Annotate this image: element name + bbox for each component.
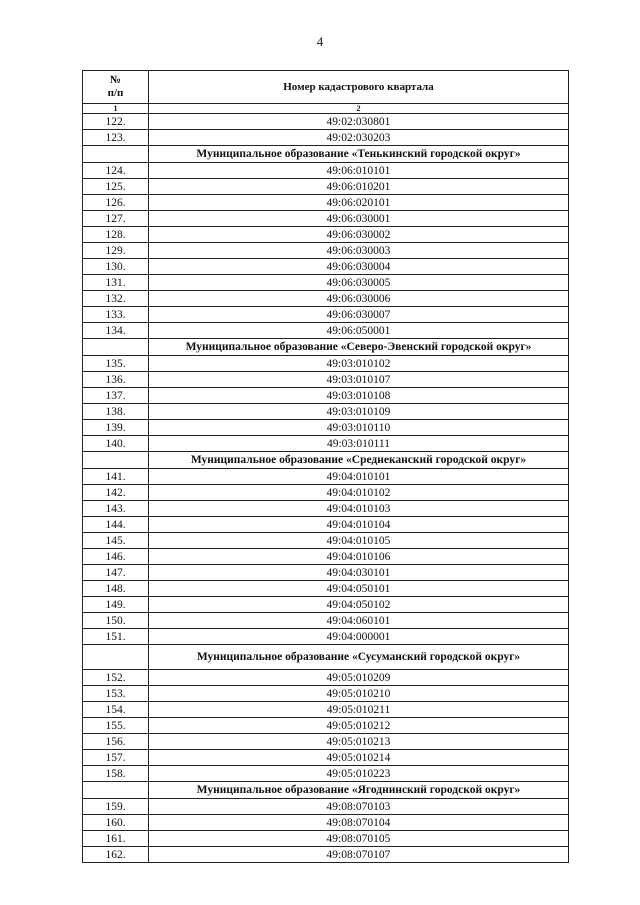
row-number: 142. — [83, 485, 149, 501]
cadastral-quarters-table — [82, 70, 569, 863]
row-number: 145. — [83, 533, 149, 549]
row-number: 161. — [83, 831, 149, 847]
cadastral-code: 49:05:010210 — [149, 686, 569, 702]
section-row — [83, 339, 569, 356]
cadastral-code: 49:02:030801 — [149, 114, 569, 130]
cadastral-code: 49:04:030101 — [149, 565, 569, 581]
table-row — [83, 718, 569, 734]
row-number: 154. — [83, 702, 149, 718]
row-number: 151. — [83, 629, 149, 645]
cadastral-code: 49:08:070105 — [149, 831, 569, 847]
table-row — [83, 227, 569, 243]
cadastral-code: 49:06:010101 — [149, 163, 569, 179]
row-number: 147. — [83, 565, 149, 581]
cadastral-code: 49:08:070107 — [149, 847, 569, 863]
row-number: 124. — [83, 163, 149, 179]
row-number: 156. — [83, 734, 149, 750]
row-number: 152. — [83, 670, 149, 686]
table-row — [83, 388, 569, 404]
cadastral-code: 49:04:000001 — [149, 629, 569, 645]
cadastral-code: 49:04:010105 — [149, 533, 569, 549]
header-number-column — [83, 71, 149, 104]
cadastral-code: 49:04:050101 — [149, 581, 569, 597]
cadastral-code: 49:03:010102 — [149, 356, 569, 372]
row-number: 143. — [83, 501, 149, 517]
cadastral-code: 49:04:010102 — [149, 485, 569, 501]
row-number: 125. — [83, 179, 149, 195]
table-row — [83, 815, 569, 831]
section-row — [83, 645, 569, 670]
cadastral-code: 49:06:030005 — [149, 275, 569, 291]
cadastral-code: 49:05:010209 — [149, 670, 569, 686]
row-number: 140. — [83, 436, 149, 452]
table-row — [83, 356, 569, 372]
table-row — [83, 291, 569, 307]
row-number: 139. — [83, 420, 149, 436]
cadastral-code: 49:06:030006 — [149, 291, 569, 307]
row-number: 129. — [83, 243, 149, 259]
table-row — [83, 581, 569, 597]
cadastral-code: 49:03:010110 — [149, 420, 569, 436]
section-title: Муниципальное образование «Среднеканский городской округ» — [149, 452, 569, 469]
column-index-2: 2 — [149, 104, 569, 114]
table-row — [83, 750, 569, 766]
table-row — [83, 686, 569, 702]
cadastral-code: 49:06:010201 — [149, 179, 569, 195]
cadastral-code: 49:03:010109 — [149, 404, 569, 420]
section-empty-cell — [83, 782, 149, 799]
table-row — [83, 565, 569, 581]
cadastral-code: 49:05:010223 — [149, 766, 569, 782]
section-title: Муниципальное образование «Тенькинский городской округ» — [149, 146, 569, 163]
table-row — [83, 629, 569, 645]
table-row — [83, 259, 569, 275]
section-empty-cell — [83, 452, 149, 469]
cadastral-code: 49:04:060101 — [149, 613, 569, 629]
table-row — [83, 114, 569, 130]
row-number: 157. — [83, 750, 149, 766]
page-number: 4 — [316, 34, 324, 49]
row-number: 159. — [83, 799, 149, 815]
table-row — [83, 404, 569, 420]
table-row — [83, 847, 569, 863]
row-number: 126. — [83, 195, 149, 211]
row-number: 135. — [83, 356, 149, 372]
cadastral-code: 49:02:030203 — [149, 130, 569, 146]
cadastral-code: 49:04:010101 — [149, 469, 569, 485]
row-number: 155. — [83, 718, 149, 734]
cadastral-code: 49:05:010212 — [149, 718, 569, 734]
cadastral-code: 49:03:010107 — [149, 372, 569, 388]
table-row — [83, 734, 569, 750]
row-number: 138. — [83, 404, 149, 420]
row-number: 158. — [83, 766, 149, 782]
table-row — [83, 485, 569, 501]
row-number: 128. — [83, 227, 149, 243]
cadastral-code: 49:06:030004 — [149, 259, 569, 275]
header-number-symbol: № — [109, 74, 122, 86]
row-number: 162. — [83, 847, 149, 863]
table-row — [83, 501, 569, 517]
row-number: 149. — [83, 597, 149, 613]
table-row — [83, 766, 569, 782]
table-row — [83, 243, 569, 259]
table-row — [83, 799, 569, 815]
section-title: Муниципальное образование «Северо-Эвенский городской округ» — [149, 339, 569, 356]
row-number: 136. — [83, 372, 149, 388]
table-body — [83, 114, 569, 863]
table-row — [83, 670, 569, 686]
cadastral-code: 49:06:030001 — [149, 211, 569, 227]
cadastral-code: 49:03:010111 — [149, 436, 569, 452]
section-row — [83, 782, 569, 799]
column-index-1: 1 — [83, 104, 149, 114]
header-number-abbr: п/п — [107, 87, 124, 99]
cadastral-code: 49:08:070103 — [149, 799, 569, 815]
table-header — [83, 71, 569, 114]
row-number: 134. — [83, 323, 149, 339]
header-cadastral-column: Номер кадастрового квартала — [149, 71, 569, 104]
row-number: 132. — [83, 291, 149, 307]
row-number: 148. — [83, 581, 149, 597]
table-row — [83, 469, 569, 485]
cadastral-code: 49:04:050102 — [149, 597, 569, 613]
section-empty-cell — [83, 645, 149, 670]
table-row — [83, 130, 569, 146]
cadastral-code: 49:04:010103 — [149, 501, 569, 517]
row-number: 137. — [83, 388, 149, 404]
row-number: 130. — [83, 259, 149, 275]
cadastral-code: 49:03:010108 — [149, 388, 569, 404]
cadastral-code: 49:05:010211 — [149, 702, 569, 718]
cadastral-code: 49:05:010213 — [149, 734, 569, 750]
table-row — [83, 549, 569, 565]
row-number: 133. — [83, 307, 149, 323]
table-row — [83, 179, 569, 195]
table-row — [83, 597, 569, 613]
section-title: Муниципальное образование «Ягоднинский городской округ» — [149, 782, 569, 799]
row-number: 150. — [83, 613, 149, 629]
row-number: 122. — [83, 114, 149, 130]
section-empty-cell — [83, 339, 149, 356]
section-title: Муниципальное образование «Сусуманский городской округ» — [149, 645, 569, 670]
cadastral-code: 49:06:030002 — [149, 227, 569, 243]
cadastral-code: 49:06:020101 — [149, 195, 569, 211]
table-row — [83, 323, 569, 339]
table-row — [83, 195, 569, 211]
table-row — [83, 420, 569, 436]
table-row — [83, 372, 569, 388]
table-row — [83, 211, 569, 227]
cadastral-code: 49:04:010106 — [149, 549, 569, 565]
table-row — [83, 307, 569, 323]
row-number: 146. — [83, 549, 149, 565]
table-row — [83, 702, 569, 718]
cadastral-code: 49:06:030007 — [149, 307, 569, 323]
table-row — [83, 163, 569, 179]
cadastral-code: 49:06:030003 — [149, 243, 569, 259]
section-row — [83, 146, 569, 163]
table-row — [83, 436, 569, 452]
table-row — [83, 275, 569, 291]
cadastral-code: 49:08:070104 — [149, 815, 569, 831]
row-number: 123. — [83, 130, 149, 146]
cadastral-code: 49:05:010214 — [149, 750, 569, 766]
row-number: 127. — [83, 211, 149, 227]
row-number: 160. — [83, 815, 149, 831]
row-number: 144. — [83, 517, 149, 533]
cadastral-code: 49:06:050001 — [149, 323, 569, 339]
section-row — [83, 452, 569, 469]
cadastral-code: 49:04:010104 — [149, 517, 569, 533]
table-row — [83, 517, 569, 533]
table-row — [83, 613, 569, 629]
row-number: 141. — [83, 469, 149, 485]
table-row — [83, 533, 569, 549]
section-empty-cell — [83, 146, 149, 163]
table-row — [83, 831, 569, 847]
row-number: 131. — [83, 275, 149, 291]
row-number: 153. — [83, 686, 149, 702]
